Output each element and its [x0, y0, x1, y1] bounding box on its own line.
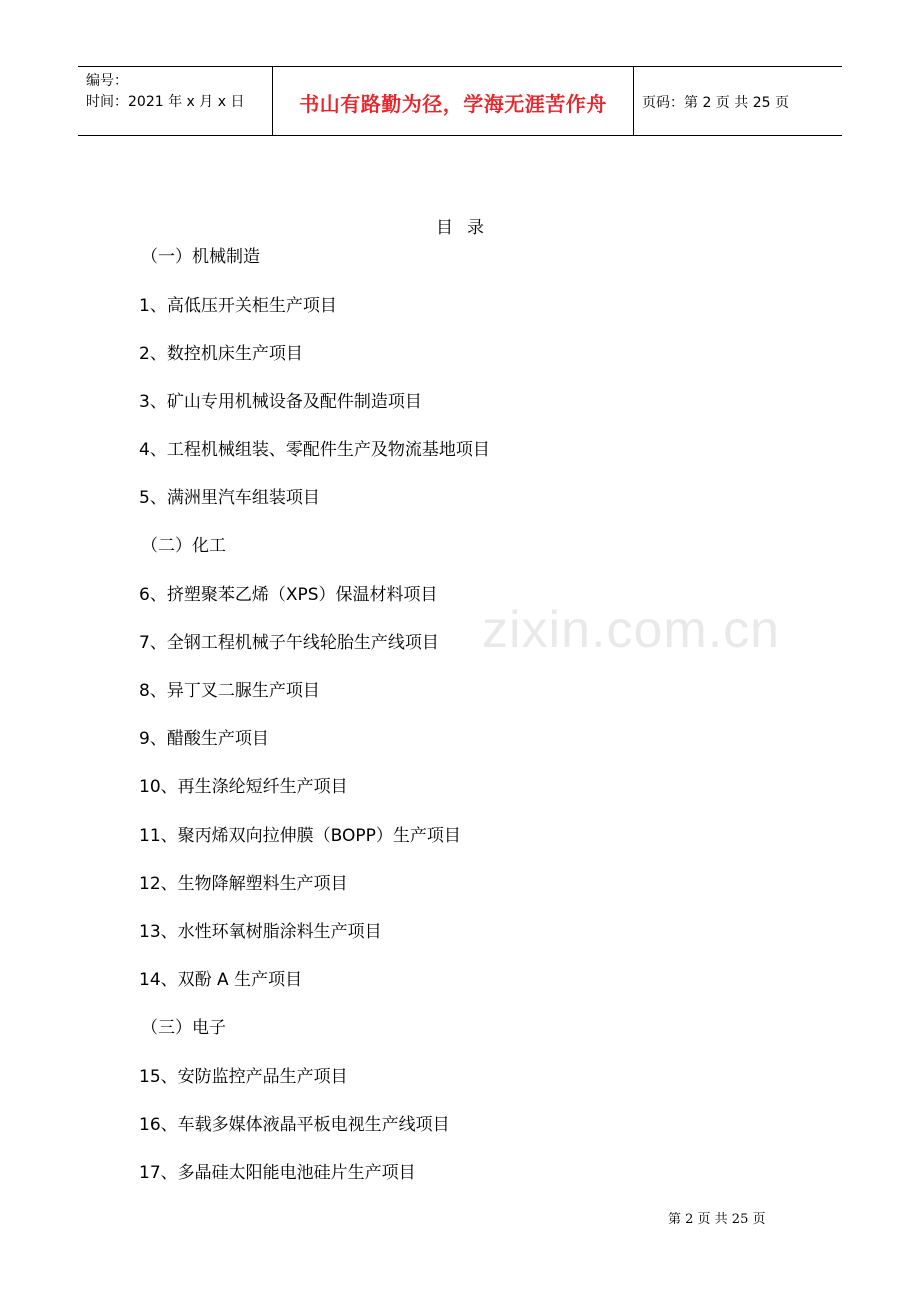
- toc-item[interactable]: 8、异丁叉二脲生产项目: [139, 681, 320, 701]
- toc-item[interactable]: 17、多晶硅太阳能电池硅片生产项目: [139, 1163, 416, 1183]
- toc-category[interactable]: （一）机械制造: [141, 247, 260, 267]
- watermark: zixin.com.cn: [482, 601, 781, 659]
- toc-item[interactable]: 11、聚丙烯双向拉伸膜（BOPP）生产项目: [139, 826, 461, 846]
- number-label: 编号：: [86, 73, 128, 89]
- toc-item[interactable]: 1、高低压开关柜生产项目: [139, 296, 337, 316]
- header-motto-cell: [273, 67, 634, 135]
- toc-title: [0, 213, 920, 238]
- toc-category[interactable]: （二）化工: [141, 536, 226, 556]
- toc-item[interactable]: 15、安防监控产品生产项目: [139, 1067, 348, 1087]
- toc-category[interactable]: （三）电子: [141, 1018, 226, 1038]
- toc-item[interactable]: 2、数控机床生产项目: [139, 344, 303, 364]
- toc-title-char-1: 目: [436, 218, 453, 238]
- header-meta-cell: [78, 67, 273, 135]
- toc-title-char-2: 录: [467, 218, 484, 238]
- toc-item[interactable]: 13、水性环氧树脂涂料生产项目: [139, 922, 382, 942]
- toc-item[interactable]: 4、工程机械组装、零配件生产及物流基地项目: [139, 440, 490, 460]
- toc-item[interactable]: 12、生物降解塑料生产项目: [139, 874, 348, 894]
- toc-item[interactable]: 6、挤塑聚苯乙烯（XPS）保温材料项目: [139, 585, 438, 605]
- toc-item[interactable]: 16、车载多媒体液晶平板电视生产线项目: [139, 1115, 450, 1135]
- toc-item[interactable]: 7、全钢工程机械子午线轮胎生产线项目: [139, 633, 439, 653]
- toc-item[interactable]: 10、再生涤纶短纤生产项目: [139, 777, 348, 797]
- motto-text: 书山有路勤为径，学海无涯苦作舟: [299, 92, 607, 116]
- toc-item[interactable]: 3、矿山专用机械设备及配件制造项目: [139, 392, 422, 412]
- header-page-cell: [634, 67, 842, 135]
- page-footer: 第 2 页 共 25 页: [668, 1212, 766, 1227]
- toc-item[interactable]: 9、醋酸生产项目: [139, 729, 269, 749]
- document-header: [78, 66, 842, 136]
- toc-item[interactable]: 14、双酚 A 生产项目: [139, 970, 303, 990]
- page-code: 页码：第 2 页 共 25 页: [642, 95, 789, 111]
- toc-item[interactable]: 5、满洲里汽车组装项目: [139, 488, 320, 508]
- date-label: 时间：2021 年 x 月 x 日: [86, 94, 245, 110]
